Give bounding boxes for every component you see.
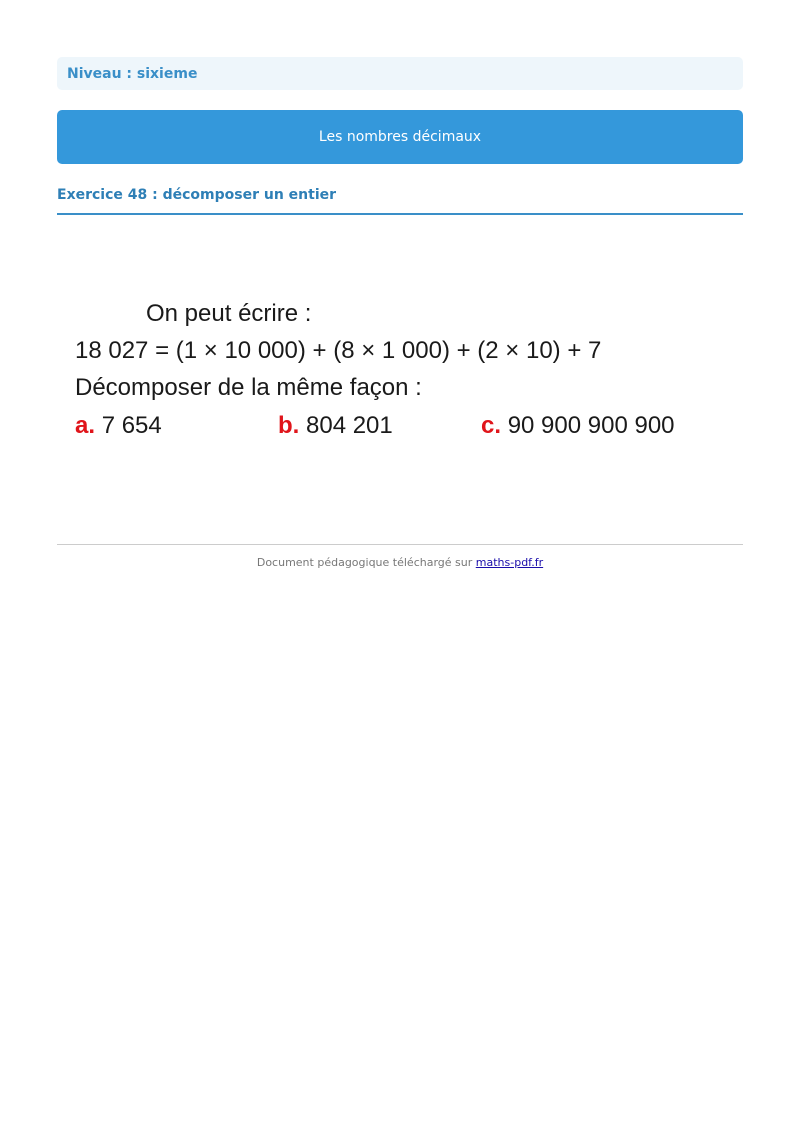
footer-text: Document pédagogique téléchargé sur <box>256 556 473 569</box>
item-value: 90 900 900 900 <box>507 412 675 439</box>
exercise-item-a <box>75 411 162 441</box>
exercise-example: 18 027 = (1 × 10 000) + (8 × 1 000) + (2 × 10) + 7 <box>75 337 602 364</box>
exercise-heading: Exercice 48 : décomposer un entier <box>57 185 743 215</box>
footer-link[interactable]: maths-pdf.fr <box>475 556 544 569</box>
exercise-content <box>75 292 715 452</box>
niveau-label: Niveau : sixieme <box>67 65 198 82</box>
exercise-item-c <box>481 411 675 441</box>
banner-title: Les nombres décimaux <box>318 129 482 145</box>
title-banner <box>57 110 743 164</box>
footer-divider <box>57 544 743 545</box>
item-letter: b. <box>278 412 300 439</box>
item-letter: a. <box>75 412 96 439</box>
exercise-item-b <box>278 411 393 441</box>
niveau-box <box>57 57 743 90</box>
item-value: 7 654 <box>101 412 162 439</box>
item-value: 804 201 <box>306 412 393 439</box>
exercise-intro: On peut écrire : <box>146 300 312 327</box>
footer <box>57 556 743 569</box>
exercise-instruction: Décomposer de la même façon : <box>75 374 422 401</box>
item-letter: c. <box>481 412 502 439</box>
